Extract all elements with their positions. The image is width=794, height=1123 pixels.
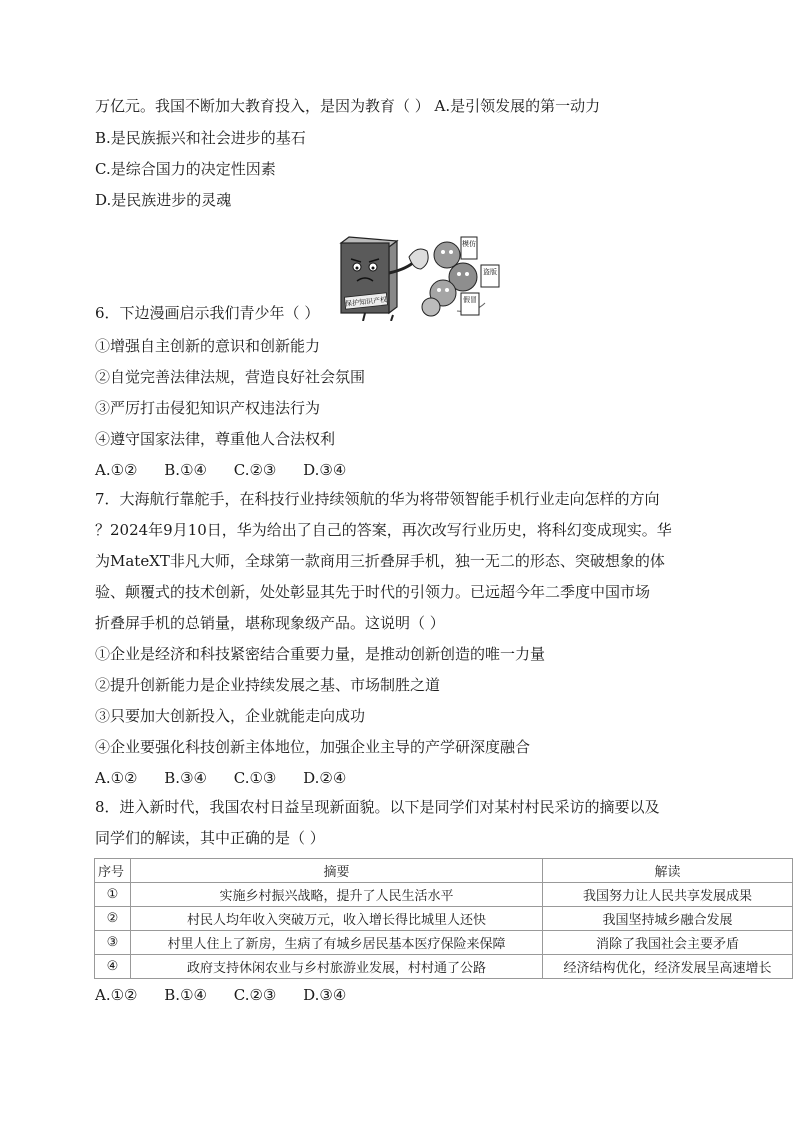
table-row [95, 883, 793, 907]
q7-item-4: ④企业要强化科技创新主体地位，加强企业主导的产学研深度融合 [95, 738, 531, 756]
tag-pirate [481, 265, 499, 287]
q6-item-4: ④遵守国家法律，尊重他人合法权利 [95, 430, 336, 448]
table-row [95, 931, 793, 955]
q8-choice-b: B.①④ [164, 986, 207, 1004]
header-interpretation: 解读 [543, 859, 793, 883]
row-id: ④ [95, 955, 131, 979]
q7-item-1: ①企业是经济和科技紧密结合重要力量，是推动创新创造的唯一力量 [95, 645, 546, 663]
row-summary: 村里人住上了新房，生病了有城乡居民基本医疗保险来保障 [131, 931, 543, 955]
row-interpretation: 消除了我国社会主要矛盾 [543, 931, 793, 955]
tag-imitate [461, 237, 477, 259]
row-interpretation: 我国努力让人民共享发展成果 [543, 883, 793, 907]
table-row [95, 955, 793, 979]
q7-choices [95, 768, 346, 788]
header-id: 序号 [95, 859, 131, 883]
row-id: ① [95, 883, 131, 907]
q6-item-2: ②自觉完善法律法规，营造良好社会氛围 [95, 368, 366, 386]
q6-choices [95, 460, 346, 480]
q7-choice-b: B.③④ [164, 769, 207, 787]
row-summary: 实施乡村振兴战略，提升了人民生活水平 [131, 883, 543, 907]
q6-choice-d: D.③④ [303, 461, 347, 479]
q7-stem-line-5: 折叠屏手机的总销量，堪称现象级产品。这说明（ ） [95, 614, 445, 632]
table-header-row [95, 859, 793, 883]
row-id: ③ [95, 931, 131, 955]
q6-stem: 6．下边漫画启示我们青少年（ ） [95, 304, 320, 322]
q6-item-1: ①增强自主创新的意识和创新能力 [95, 337, 321, 355]
table-row [95, 907, 793, 931]
row-interpretation: 经济结构优化，经济发展呈高速增长 [543, 955, 793, 979]
q7-choice-d: D.②④ [303, 769, 347, 787]
svg-text:模仿: 模仿 [462, 240, 476, 248]
svg-text:假冒: 假冒 [463, 296, 477, 304]
q7-item-3: ③只要加大创新投入，企业就能走向成功 [95, 707, 366, 725]
q5-option-c: C.是综合国力的决定性因素 [95, 160, 276, 178]
book-label: 保护知识产权 [344, 295, 388, 309]
header-summary: 摘要 [131, 859, 543, 883]
row-summary: 政府支持休闲农业与乡村旅游业发展，村村通了公路 [131, 955, 543, 979]
tag-counterfeit [461, 293, 479, 315]
q6-item-3: ③严厉打击侵犯知识产权违法行为 [95, 399, 321, 417]
q7-item-2: ②提升创新能力是企业持续发展之基、市场制胜之道 [95, 676, 441, 694]
q7-stem-line-2: ？2024年9月10日，华为给出了自己的答案，再次改写行业历史，将科幻变成现实。华 [95, 521, 672, 539]
q7-stem-line-1: 7．大海航行靠舵手，在科技行业持续领航的华为将带领智能手机行业走向怎样的方向 [95, 490, 660, 508]
row-id: ② [95, 907, 131, 931]
q7-choice-a: A.①② [95, 769, 138, 787]
q5-option-b: B.是民族振兴和社会进步的基石 [95, 129, 306, 147]
q8-choice-d: D.③④ [303, 986, 347, 1004]
q8-choice-c: C.②③ [233, 986, 277, 1004]
q6-choice-b: B.①④ [164, 461, 207, 479]
row-interpretation: 我国坚持城乡融合发展 [543, 907, 793, 931]
q5-stem-tail: 万亿元。我国不断加大教育投入，是因为教育（ ） A.是引领发展的第一动力 [95, 97, 601, 115]
q7-stem-line-3: 为MateXT非凡大师，全球第一款商用三折叠屏手机，独一无二的形态、突破想象的体 [95, 552, 665, 570]
q6-choice-a: A.①② [95, 461, 138, 479]
q5-option-d: D.是民族进步的灵魂 [95, 191, 232, 209]
interview-table [94, 858, 793, 979]
q7-stem-line-4: 验、颠覆式的技术创新，处处彰显其先于时代的引领力。已远超今年二季度中国市场 [95, 583, 651, 601]
svg-text:盗版: 盗版 [483, 268, 497, 276]
q8-choices [95, 985, 346, 1005]
q8-stem-line-2: 同学们的解读，其中正确的是（ ） [95, 829, 325, 847]
row-summary: 村民人均年收入突破万元，收入增长得比城里人还快 [131, 907, 543, 931]
q7-choice-c: C.①③ [233, 769, 277, 787]
q8-choice-a: A.①② [95, 986, 138, 1004]
q8-stem-line-1: 8．进入新时代，我国农村日益呈现新面貌。以下是同学们对某村村民采访的摘要以及 [95, 798, 660, 816]
q6-choice-c: C.②③ [233, 461, 277, 479]
ip-protection-cartoon [335, 233, 505, 321]
book-figure [341, 237, 415, 321]
